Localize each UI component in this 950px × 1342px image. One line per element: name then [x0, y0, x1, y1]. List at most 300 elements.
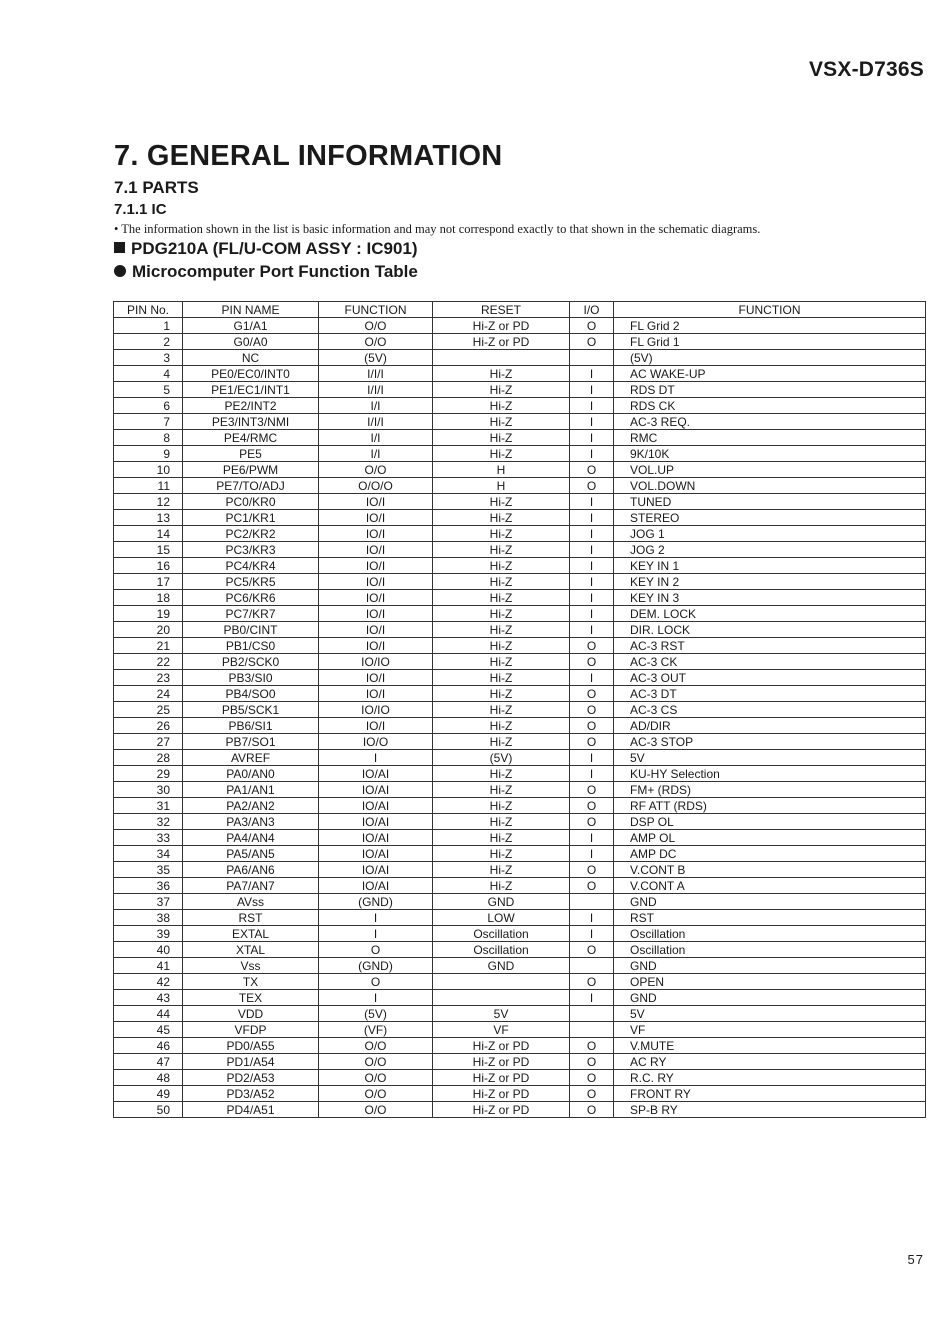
reset-cell: Hi-Z or PD — [433, 318, 570, 334]
function-desc-cell: RST — [614, 910, 926, 926]
function-desc-cell: AD/DIR — [614, 718, 926, 734]
io-cell: I — [570, 366, 614, 382]
pin-name-cell: TEX — [183, 990, 319, 1006]
table-row — [114, 686, 926, 702]
pin-name-cell: Vss — [183, 958, 319, 974]
table-row — [114, 1022, 926, 1038]
pin-no-cell: 7 — [114, 414, 183, 430]
reset-cell: Hi-Z — [433, 670, 570, 686]
function-desc-cell: V.CONT B — [614, 862, 926, 878]
pin-name-cell: PA6/AN6 — [183, 862, 319, 878]
function-cell: O/O — [319, 462, 433, 478]
reset-cell: Hi-Z or PD — [433, 1086, 570, 1102]
io-cell: I — [570, 830, 614, 846]
reset-cell: Hi-Z — [433, 638, 570, 654]
reset-cell: Hi-Z or PD — [433, 334, 570, 350]
function-desc-cell: DEM. LOCK — [614, 606, 926, 622]
pin-no-cell: 47 — [114, 1054, 183, 1070]
io-cell: I — [570, 926, 614, 942]
reset-cell: Hi-Z — [433, 766, 570, 782]
table-row — [114, 622, 926, 638]
port-function-table — [113, 301, 926, 1118]
table-row — [114, 542, 926, 558]
pin-no-cell: 39 — [114, 926, 183, 942]
table-row — [114, 382, 926, 398]
function-desc-cell: RDS DT — [614, 382, 926, 398]
function-desc-cell: TUNED — [614, 494, 926, 510]
pin-no-cell: 49 — [114, 1086, 183, 1102]
function-desc-cell: AC WAKE-UP — [614, 366, 926, 382]
pin-no-cell: 34 — [114, 846, 183, 862]
reset-cell — [433, 974, 570, 990]
function-desc-cell: V.MUTE — [614, 1038, 926, 1054]
reset-cell: H — [433, 462, 570, 478]
table-row — [114, 862, 926, 878]
pin-no-cell: 28 — [114, 750, 183, 766]
function-cell: IO/I — [319, 574, 433, 590]
function-cell: IO/AI — [319, 766, 433, 782]
function-cell: O/O — [319, 1102, 433, 1118]
table-row — [114, 1102, 926, 1118]
table-title: Microcomputer Port Function Table — [132, 262, 418, 281]
function-desc-cell: STEREO — [614, 510, 926, 526]
function-desc-cell: AC-3 RST — [614, 638, 926, 654]
io-cell: O — [570, 718, 614, 734]
function-cell: IO/IO — [319, 702, 433, 718]
pin-no-cell: 4 — [114, 366, 183, 382]
table-row — [114, 558, 926, 574]
pin-no-cell: 35 — [114, 862, 183, 878]
reset-cell: Hi-Z — [433, 862, 570, 878]
function-cell: (GND) — [319, 958, 433, 974]
function-cell: IO/AI — [319, 830, 433, 846]
pin-no-cell: 44 — [114, 1006, 183, 1022]
function-desc-cell: GND — [614, 894, 926, 910]
table-row — [114, 366, 926, 382]
header-pin-no: PIN No. — [114, 302, 183, 318]
function-cell: IO/I — [319, 494, 433, 510]
table-row — [114, 1006, 926, 1022]
header-io: I/O — [570, 302, 614, 318]
pin-no-cell: 14 — [114, 526, 183, 542]
function-cell: IO/IO — [319, 654, 433, 670]
pin-no-cell: 46 — [114, 1038, 183, 1054]
reset-cell: Hi-Z — [433, 398, 570, 414]
pin-no-cell: 41 — [114, 958, 183, 974]
reset-cell: Hi-Z — [433, 622, 570, 638]
function-desc-cell: Oscillation — [614, 942, 926, 958]
function-cell: I/I — [319, 446, 433, 462]
pin-name-cell: PE1/EC1/INT1 — [183, 382, 319, 398]
io-cell — [570, 894, 614, 910]
function-desc-cell: VOL.UP — [614, 462, 926, 478]
header-pin-name: PIN NAME — [183, 302, 319, 318]
table-row — [114, 526, 926, 542]
function-desc-cell: RMC — [614, 430, 926, 446]
io-cell: I — [570, 590, 614, 606]
function-desc-cell: 5V — [614, 1006, 926, 1022]
function-desc-cell: VOL.DOWN — [614, 478, 926, 494]
io-cell: O — [570, 942, 614, 958]
table-row — [114, 670, 926, 686]
function-desc-cell: RDS CK — [614, 398, 926, 414]
pin-name-cell: VDD — [183, 1006, 319, 1022]
reset-cell: Hi-Z — [433, 574, 570, 590]
pin-name-cell: PC3/KR3 — [183, 542, 319, 558]
pin-no-cell: 15 — [114, 542, 183, 558]
io-cell: I — [570, 558, 614, 574]
pin-name-cell: RST — [183, 910, 319, 926]
io-cell: I — [570, 574, 614, 590]
pin-name-cell: PE7/TO/ADJ — [183, 478, 319, 494]
pin-name-cell: PE3/INT3/NMI — [183, 414, 319, 430]
pin-no-cell: 10 — [114, 462, 183, 478]
pin-name-cell: PD2/A53 — [183, 1070, 319, 1086]
function-desc-cell: 5V — [614, 750, 926, 766]
pin-no-cell: 8 — [114, 430, 183, 446]
reset-cell: Hi-Z — [433, 846, 570, 862]
function-desc-cell: DIR. LOCK — [614, 622, 926, 638]
function-cell: IO/AI — [319, 846, 433, 862]
table-row — [114, 414, 926, 430]
pin-name-cell: PA1/AN1 — [183, 782, 319, 798]
pin-no-cell: 18 — [114, 590, 183, 606]
function-cell: O/O — [319, 1086, 433, 1102]
table-row — [114, 590, 926, 606]
pin-no-cell: 43 — [114, 990, 183, 1006]
info-note: • The information shown in the list is basic information and may not correspond exactly to that shown in the schematic diagrams. — [114, 222, 761, 236]
pin-no-cell: 24 — [114, 686, 183, 702]
reset-cell: Hi-Z — [433, 382, 570, 398]
io-cell: O — [570, 798, 614, 814]
pin-name-cell: PB5/SCK1 — [183, 702, 319, 718]
io-cell — [570, 350, 614, 366]
reset-cell — [433, 990, 570, 1006]
table-row — [114, 318, 926, 334]
reset-cell: Hi-Z — [433, 718, 570, 734]
pin-no-cell: 20 — [114, 622, 183, 638]
function-desc-cell: GND — [614, 958, 926, 974]
pin-no-cell: 30 — [114, 782, 183, 798]
reset-cell: Hi-Z or PD — [433, 1070, 570, 1086]
table-row — [114, 638, 926, 654]
function-cell: O/O — [319, 1038, 433, 1054]
header-reset: RESET — [433, 302, 570, 318]
function-cell: I — [319, 910, 433, 926]
function-desc-cell: AC-3 STOP — [614, 734, 926, 750]
table-row — [114, 334, 926, 350]
reset-cell: LOW — [433, 910, 570, 926]
pin-no-cell: 36 — [114, 878, 183, 894]
function-cell: O/O — [319, 318, 433, 334]
pin-no-cell: 16 — [114, 558, 183, 574]
reset-cell: Hi-Z — [433, 702, 570, 718]
function-desc-cell: KEY IN 2 — [614, 574, 926, 590]
reset-cell: Hi-Z — [433, 878, 570, 894]
io-cell: O — [570, 686, 614, 702]
function-cell: I/I — [319, 430, 433, 446]
pin-name-cell: PB1/CS0 — [183, 638, 319, 654]
pin-no-cell: 48 — [114, 1070, 183, 1086]
reset-cell: VF — [433, 1022, 570, 1038]
function-cell: IO/I — [319, 670, 433, 686]
function-cell: IO/I — [319, 686, 433, 702]
table-row — [114, 990, 926, 1006]
function-cell: I — [319, 990, 433, 1006]
function-cell: IO/I — [319, 718, 433, 734]
pin-name-cell: PA2/AN2 — [183, 798, 319, 814]
io-cell: O — [570, 1070, 614, 1086]
reset-cell: Hi-Z — [433, 430, 570, 446]
table-row — [114, 430, 926, 446]
function-cell: O/O/O — [319, 478, 433, 494]
table-row — [114, 830, 926, 846]
model-number: VSX-D736S — [808, 58, 924, 81]
function-desc-cell: AC-3 CK — [614, 654, 926, 670]
pin-name-cell: PC5/KR5 — [183, 574, 319, 590]
section-heading: 7.1 PARTS — [114, 178, 199, 197]
table-row — [114, 974, 926, 990]
io-cell: I — [570, 446, 614, 462]
pin-name-cell: PA0/AN0 — [183, 766, 319, 782]
pin-name-cell: PE4/RMC — [183, 430, 319, 446]
pin-no-cell: 19 — [114, 606, 183, 622]
function-cell: IO/I — [319, 510, 433, 526]
io-cell — [570, 958, 614, 974]
function-cell: I — [319, 750, 433, 766]
pin-no-cell: 33 — [114, 830, 183, 846]
function-cell: IO/I — [319, 606, 433, 622]
io-cell: I — [570, 430, 614, 446]
table-row — [114, 462, 926, 478]
function-cell: I — [319, 926, 433, 942]
pin-name-cell: PA4/AN4 — [183, 830, 319, 846]
io-cell: O — [570, 878, 614, 894]
table-row — [114, 574, 926, 590]
reset-cell: Hi-Z or PD — [433, 1054, 570, 1070]
pin-no-cell: 12 — [114, 494, 183, 510]
io-cell: O — [570, 478, 614, 494]
pin-no-cell: 32 — [114, 814, 183, 830]
table-row — [114, 398, 926, 414]
io-cell: O — [570, 782, 614, 798]
header-function: FUNCTION — [319, 302, 433, 318]
function-cell: IO/I — [319, 558, 433, 574]
io-cell: O — [570, 702, 614, 718]
function-desc-cell: AC-3 REQ. — [614, 414, 926, 430]
pin-name-cell: PC2/KR2 — [183, 526, 319, 542]
pin-name-cell: PE0/EC0/INT0 — [183, 366, 319, 382]
pin-name-cell: PC7/KR7 — [183, 606, 319, 622]
pin-name-cell: AVREF — [183, 750, 319, 766]
pin-name-cell: PA7/AN7 — [183, 878, 319, 894]
reset-cell: GND — [433, 958, 570, 974]
pin-name-cell: AVss — [183, 894, 319, 910]
function-cell: IO/I — [319, 590, 433, 606]
function-desc-cell: (5V) — [614, 350, 926, 366]
function-cell: O — [319, 974, 433, 990]
function-cell: O/O — [319, 1070, 433, 1086]
chapter-title: 7. GENERAL INFORMATION — [114, 140, 503, 172]
table-row — [114, 734, 926, 750]
pin-no-cell: 29 — [114, 766, 183, 782]
pin-name-cell: G0/A0 — [183, 334, 319, 350]
function-desc-cell: AMP DC — [614, 846, 926, 862]
table-row — [114, 654, 926, 670]
pin-name-cell: PA3/AN3 — [183, 814, 319, 830]
pin-no-cell: 31 — [114, 798, 183, 814]
ic-heading — [114, 239, 418, 259]
pin-name-cell: PB0/CINT — [183, 622, 319, 638]
table-row — [114, 926, 926, 942]
reset-cell: Hi-Z — [433, 510, 570, 526]
pin-no-cell: 27 — [114, 734, 183, 750]
table-row — [114, 766, 926, 782]
function-cell: I/I/I — [319, 382, 433, 398]
reset-cell: Hi-Z — [433, 830, 570, 846]
io-cell: O — [570, 1086, 614, 1102]
table-body — [114, 318, 926, 1118]
function-desc-cell: FL Grid 2 — [614, 318, 926, 334]
io-cell: O — [570, 318, 614, 334]
subsection-heading: 7.1.1 IC — [114, 201, 167, 218]
io-cell: O — [570, 1038, 614, 1054]
io-cell: I — [570, 526, 614, 542]
reset-cell: Hi-Z — [433, 686, 570, 702]
function-desc-cell: RF ATT (RDS) — [614, 798, 926, 814]
function-desc-cell: KU-HY Selection — [614, 766, 926, 782]
table-row — [114, 1038, 926, 1054]
pin-name-cell: PE2/INT2 — [183, 398, 319, 414]
function-desc-cell: DSP OL — [614, 814, 926, 830]
pin-no-cell: 37 — [114, 894, 183, 910]
reset-cell: 5V — [433, 1006, 570, 1022]
pin-no-cell: 1 — [114, 318, 183, 334]
table-row — [114, 702, 926, 718]
io-cell: I — [570, 414, 614, 430]
header-function-desc: FUNCTION — [614, 302, 926, 318]
table-row — [114, 958, 926, 974]
reset-cell — [433, 350, 570, 366]
io-cell: O — [570, 334, 614, 350]
function-desc-cell: SP-B RY — [614, 1102, 926, 1118]
function-desc-cell: FM+ (RDS) — [614, 782, 926, 798]
function-cell: O/O — [319, 334, 433, 350]
table-row — [114, 446, 926, 462]
function-cell: IO/O — [319, 734, 433, 750]
pin-no-cell: 5 — [114, 382, 183, 398]
function-cell: IO/AI — [319, 862, 433, 878]
table-row — [114, 718, 926, 734]
function-cell: (VF) — [319, 1022, 433, 1038]
function-desc-cell: JOG 1 — [614, 526, 926, 542]
function-desc-cell: 9K/10K — [614, 446, 926, 462]
square-bullet-icon — [114, 242, 125, 253]
io-cell: I — [570, 750, 614, 766]
function-cell: I/I/I — [319, 414, 433, 430]
table-row — [114, 814, 926, 830]
function-cell: IO/I — [319, 638, 433, 654]
page-number: 57 — [907, 1252, 924, 1267]
pin-no-cell: 40 — [114, 942, 183, 958]
pin-name-cell: PE5 — [183, 446, 319, 462]
pin-no-cell: 26 — [114, 718, 183, 734]
pin-name-cell: PC6/KR6 — [183, 590, 319, 606]
function-desc-cell: FRONT RY — [614, 1086, 926, 1102]
function-desc-cell: AC-3 CS — [614, 702, 926, 718]
function-cell: (5V) — [319, 350, 433, 366]
io-cell: I — [570, 846, 614, 862]
table-row — [114, 1070, 926, 1086]
pin-no-cell: 21 — [114, 638, 183, 654]
function-cell: IO/AI — [319, 798, 433, 814]
reset-cell: Hi-Z — [433, 558, 570, 574]
table-row — [114, 350, 926, 366]
reset-cell: Hi-Z — [433, 526, 570, 542]
io-cell: O — [570, 862, 614, 878]
pin-name-cell: XTAL — [183, 942, 319, 958]
function-cell: (5V) — [319, 1006, 433, 1022]
reset-cell: Hi-Z or PD — [433, 1038, 570, 1054]
function-desc-cell: AC-3 OUT — [614, 670, 926, 686]
io-cell: O — [570, 734, 614, 750]
io-cell: I — [570, 398, 614, 414]
reset-cell: Hi-Z — [433, 814, 570, 830]
io-cell — [570, 1022, 614, 1038]
reset-cell: Hi-Z — [433, 590, 570, 606]
pin-name-cell: PD1/A54 — [183, 1054, 319, 1070]
function-desc-cell: AC RY — [614, 1054, 926, 1070]
function-cell: O — [319, 942, 433, 958]
pin-name-cell: PD0/A55 — [183, 1038, 319, 1054]
function-cell: IO/AI — [319, 814, 433, 830]
pin-no-cell: 42 — [114, 974, 183, 990]
function-desc-cell: Oscillation — [614, 926, 926, 942]
reset-cell: Hi-Z — [433, 782, 570, 798]
io-cell: I — [570, 910, 614, 926]
io-cell: I — [570, 670, 614, 686]
reset-cell: Oscillation — [433, 926, 570, 942]
ic-title: PDG210A (FL/U-COM ASSY : IC901) — [131, 239, 418, 258]
table-row — [114, 942, 926, 958]
function-cell: IO/AI — [319, 782, 433, 798]
pin-no-cell: 9 — [114, 446, 183, 462]
table-row — [114, 510, 926, 526]
io-cell: O — [570, 814, 614, 830]
pin-name-cell: NC — [183, 350, 319, 366]
reset-cell: Hi-Z — [433, 654, 570, 670]
function-cell: IO/AI — [319, 878, 433, 894]
reset-cell: Hi-Z — [433, 542, 570, 558]
function-cell: I/I/I — [319, 366, 433, 382]
reset-cell: Hi-Z — [433, 446, 570, 462]
function-cell: O/O — [319, 1054, 433, 1070]
function-desc-cell: FL Grid 1 — [614, 334, 926, 350]
reset-cell: Hi-Z — [433, 798, 570, 814]
function-cell: (GND) — [319, 894, 433, 910]
pin-name-cell: PA5/AN5 — [183, 846, 319, 862]
io-cell: O — [570, 654, 614, 670]
io-cell: O — [570, 1054, 614, 1070]
table-heading — [114, 262, 418, 282]
table-row — [114, 1086, 926, 1102]
table-row — [114, 798, 926, 814]
pin-name-cell: PD3/A52 — [183, 1086, 319, 1102]
function-desc-cell: V.CONT A — [614, 878, 926, 894]
reset-cell: (5V) — [433, 750, 570, 766]
reset-cell: Oscillation — [433, 942, 570, 958]
pin-name-cell: PB6/SI1 — [183, 718, 319, 734]
